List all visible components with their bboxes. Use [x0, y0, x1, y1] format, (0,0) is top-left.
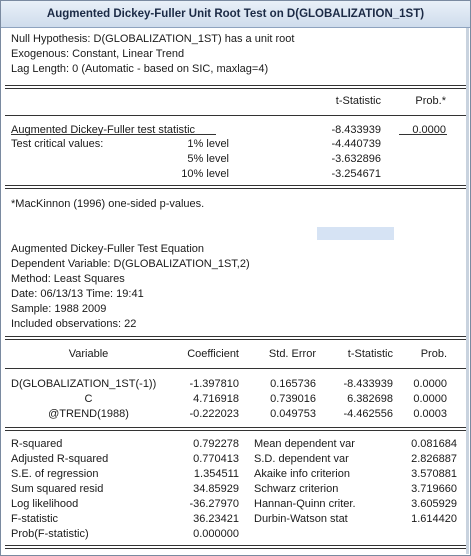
null-hypothesis: Null Hypothesis: D(GLOBALIZATION_1ST) has a unit root — [11, 33, 295, 45]
critical-label: Test critical values: — [11, 138, 104, 150]
stat-label: Prob(F-statistic) — [11, 528, 89, 540]
stat-label: Akaike info criterion — [254, 468, 350, 480]
stat-value: 1.354511 — [193, 468, 239, 480]
stat-label: F-statistic — [11, 513, 59, 525]
stat-label: Log likelihood — [11, 498, 79, 510]
exogenous: Exogenous: Constant, Linear Trend — [11, 48, 185, 60]
adf-col-prob: Prob.* — [415, 95, 446, 107]
col-t-statistic: t-Statistic — [347, 348, 393, 360]
row-t-statistic: 6.382698 — [347, 393, 393, 405]
divider — [5, 185, 467, 189]
divider — [5, 336, 467, 340]
stat-value: 3.570881 — [411, 468, 457, 480]
underline — [399, 134, 447, 135]
footnote: *MacKinnon (1996) one-sided p-values. — [11, 198, 205, 210]
stat-value: 34.85929 — [193, 483, 239, 495]
dependent-variable: Dependent Variable: D(GLOBALIZATION_1ST,2) — [11, 258, 250, 270]
row-variable: C — [84, 393, 93, 405]
divider — [5, 427, 467, 431]
lag-length: Lag Length: 0 (Automatic - based on SIC, maxlag=4) — [11, 63, 269, 75]
sample: Sample: 1988 2009 — [11, 303, 107, 315]
col-variable: Variable — [68, 348, 109, 360]
col-prob: Prob. — [420, 348, 447, 360]
critical-value: -3.632896 — [331, 153, 381, 165]
stat-label: Hannan-Quinn criter. — [254, 498, 356, 510]
method: Method: Least Squares — [11, 273, 125, 285]
equation-title: Augmented Dickey-Fuller Test Equation — [11, 243, 205, 255]
row-t-statistic: -4.462556 — [343, 408, 393, 420]
stat-label: Schwarz criterion — [254, 483, 339, 495]
window-title[interactable]: Augmented Dickey-Fuller Unit Root Test on D(GLOBALIZATION_1ST) — [1, 1, 470, 28]
stat-value: 3.719660 — [411, 483, 457, 495]
row-std-error: 0.165736 — [270, 378, 316, 390]
stat-value: 36.23421 — [193, 513, 239, 525]
stat-value: 1.614420 — [411, 513, 457, 525]
adf-stat-prob: 0.0000 — [412, 124, 446, 136]
row-t-statistic: -8.433939 — [343, 378, 393, 390]
row-prob: 0.0003 — [413, 408, 447, 420]
col-std-error: Std. Error — [268, 348, 316, 360]
stat-value: 3.605929 — [411, 498, 457, 510]
divider — [5, 115, 467, 116]
divider — [5, 545, 467, 549]
adf-stat-value: -8.433939 — [331, 124, 381, 136]
window-scroll-edge[interactable] — [466, 28, 469, 554]
row-std-error: 0.049753 — [270, 408, 316, 420]
underline — [11, 134, 216, 135]
critical-level: 10% level — [181, 168, 229, 180]
stat-label: Durbin-Watson stat — [254, 513, 348, 525]
row-prob: 0.0000 — [413, 378, 447, 390]
row-coefficient: 4.716918 — [193, 393, 239, 405]
selected-cell[interactable] — [317, 227, 394, 240]
adf-stat-label: Augmented Dickey-Fuller test statistic — [11, 124, 196, 136]
date-time: Date: 06/13/13 Time: 19:41 — [11, 288, 144, 300]
critical-value: -4.440739 — [331, 138, 381, 150]
observations: Included observations: 22 — [11, 318, 137, 330]
critical-level: 5% level — [187, 153, 229, 165]
stat-label: Sum squared resid — [11, 483, 104, 495]
divider — [5, 85, 467, 89]
stat-value: 0.081684 — [411, 438, 457, 450]
row-variable: @TREND(1988) — [48, 408, 129, 420]
row-std-error: 0.739016 — [270, 393, 316, 405]
critical-level: 1% level — [187, 138, 229, 150]
row-variable: D(GLOBALIZATION_1ST(-1)) — [11, 378, 157, 390]
row-coefficient: -1.397810 — [189, 378, 239, 390]
stat-value: -36.27970 — [189, 498, 239, 510]
row-prob: 0.0000 — [413, 393, 447, 405]
stat-value: 2.826887 — [411, 453, 457, 465]
row-coefficient: -0.222023 — [189, 408, 239, 420]
stat-value: 0.770413 — [193, 453, 239, 465]
stat-label: R-squared — [11, 438, 63, 450]
stat-label: Adjusted R-squared — [11, 453, 109, 465]
stat-value: 0.792278 — [193, 438, 239, 450]
stat-label: Mean dependent var — [254, 438, 355, 450]
col-coefficient: Coefficient — [187, 348, 239, 360]
critical-value: -3.254671 — [331, 168, 381, 180]
stat-label: S.E. of regression — [11, 468, 99, 480]
stat-label: S.D. dependent var — [254, 453, 349, 465]
adf-col-tstat: t-Statistic — [335, 95, 381, 107]
divider — [5, 368, 467, 369]
stat-value: 0.000000 — [193, 528, 239, 540]
